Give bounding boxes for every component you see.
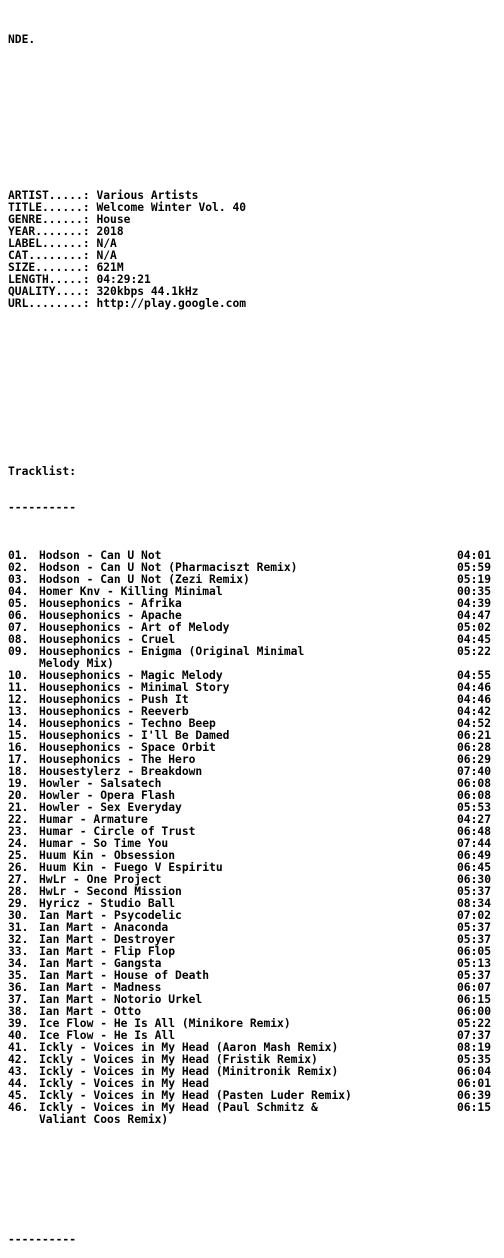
track-length: 04:52: [457, 717, 492, 730]
track-title: Housephonics - Space Orbit: [39, 742, 216, 754]
track-length: 05:22: [457, 645, 492, 658]
track-title: Hodson - Can U Not (Pharmaciszt Remix): [39, 562, 298, 574]
track-number: 23.: [8, 825, 29, 838]
release-info: [8, 190, 500, 310]
track-row: [8, 946, 500, 958]
track-length: 05:59: [457, 561, 492, 574]
track-number: 06.: [8, 609, 29, 622]
track-number: 04.: [8, 585, 29, 598]
track-number: 45.: [8, 1089, 29, 1102]
track-row: [8, 718, 500, 730]
track-number: 28.: [8, 885, 29, 898]
nfo-text: [8, 10, 500, 1258]
track-number: 16.: [8, 741, 29, 754]
track-length: 06:15: [457, 1101, 492, 1114]
track-title: Ian Mart - Notorio Urkel: [39, 994, 203, 1006]
track-number: 19.: [8, 777, 29, 790]
track-row: [8, 622, 500, 634]
track-number: 13.: [8, 705, 29, 718]
track-length: 06:00: [457, 1005, 492, 1018]
track-title: Housephonics - The Hero: [39, 754, 196, 766]
track-number: 03.: [8, 573, 29, 586]
track-length: 05:13: [457, 957, 492, 970]
info-key: QUALITY....:: [8, 285, 90, 298]
track-number: 39.: [8, 1017, 29, 1030]
track-number: 12.: [8, 693, 29, 706]
track-number: 30.: [8, 909, 29, 922]
track-row: [8, 826, 500, 838]
track-title: Ice Flow - He Is All: [39, 1030, 176, 1042]
track-length: 06:28: [457, 741, 492, 754]
track-length: 06:01: [457, 1077, 492, 1090]
track-row: [8, 754, 500, 766]
track-length: 06:39: [457, 1089, 492, 1102]
track-length: 06:29: [457, 753, 492, 766]
track-number: 31.: [8, 921, 29, 934]
info-value: Various Artists: [96, 189, 199, 202]
track-number: 15.: [8, 729, 29, 742]
track-length: 05:35: [457, 1053, 492, 1066]
track-row: [8, 838, 500, 850]
track-length: 04:27: [457, 813, 492, 826]
track-number: 18.: [8, 765, 29, 778]
info-key: TITLE......:: [8, 201, 90, 214]
track-row: [8, 814, 500, 826]
track-row: [8, 598, 500, 610]
track-number: 11.: [8, 681, 29, 694]
track-title: Ian Mart - Gangsta: [39, 958, 162, 970]
track-length: 08:19: [457, 1041, 492, 1054]
track-title: Housephonics - Enigma (Original Minimal: [39, 646, 305, 658]
info-value: 04:29:21: [96, 273, 151, 286]
track-row: [8, 886, 500, 898]
footer-rule: ----------: [8, 1233, 77, 1246]
track-row: [8, 550, 500, 562]
track-number: 44.: [8, 1077, 29, 1090]
track-number: 10.: [8, 669, 29, 682]
track-number: 26.: [8, 861, 29, 874]
track-length: 07:02: [457, 909, 492, 922]
track-title: Housephonics - Apache: [39, 610, 182, 622]
track-number: 38.: [8, 1005, 29, 1018]
track-title-continuation: Valiant Coos Remix): [39, 1113, 169, 1126]
track-title: Howler - Opera Flash: [39, 790, 176, 802]
track-row: [8, 910, 500, 922]
track-number: 07.: [8, 621, 29, 634]
track-title: Huum Kin - Fuego V Espiritu: [39, 862, 223, 874]
track-number: 32.: [8, 933, 29, 946]
track-title: Ickly - Voices in My Head (Fristik Remix): [39, 1054, 318, 1066]
track-number: 36.: [8, 981, 29, 994]
track-length: 06:49: [457, 849, 492, 862]
track-row: [8, 682, 500, 694]
track-title: Housephonics - Afrika: [39, 598, 182, 610]
track-number: 40.: [8, 1029, 29, 1042]
info-value: N/A: [96, 249, 117, 262]
track-title: Hyricz - Studio Ball: [39, 898, 176, 910]
track-title: Ickly - Voices in My Head (Minitronik Remix): [39, 1066, 339, 1078]
track-row: [8, 994, 500, 1006]
track-number: 08.: [8, 633, 29, 646]
track-title: Housephonics - I'll Be Damed: [39, 730, 230, 742]
track-length: 04:55: [457, 669, 492, 682]
track-length: 05:37: [457, 933, 492, 946]
track-row: [8, 922, 500, 934]
track-length: 06:08: [457, 789, 492, 802]
track-row: [8, 706, 500, 718]
track-number: 46.: [8, 1101, 29, 1114]
track-row: [8, 1006, 500, 1018]
track-row: [8, 970, 500, 982]
track-length: 06:15: [457, 993, 492, 1006]
track-number: 27.: [8, 873, 29, 886]
info-value: 621M: [96, 261, 124, 274]
track-row: [8, 1078, 500, 1090]
track-length: 04:47: [457, 609, 492, 622]
track-length: 04:39: [457, 597, 492, 610]
track-title: Hodson - Can U Not: [39, 550, 162, 562]
track-number: 09.: [8, 645, 29, 658]
track-length: 06:05: [457, 945, 492, 958]
track-length: 05:19: [457, 573, 492, 586]
track-length: 05:37: [457, 885, 492, 898]
track-title: Humar - Armature: [39, 814, 148, 826]
info-value: Welcome Winter Vol. 40: [96, 201, 247, 214]
track-title: Huum Kin - Obsession: [39, 850, 176, 862]
track-row: [8, 1018, 500, 1030]
info-key: ARTIST.....:: [8, 189, 90, 202]
track-title: Ian Mart - Madness: [39, 982, 162, 994]
track-title: Ian Mart - House of Death: [39, 970, 210, 982]
track-row: [8, 634, 500, 646]
track-row: [8, 850, 500, 862]
track-title: Housestylerz - Breakdown: [39, 766, 203, 778]
track-length: 06:04: [457, 1065, 492, 1078]
info-value: 2018: [96, 225, 124, 238]
track-row: [8, 730, 500, 742]
track-row: [8, 958, 500, 970]
track-row: [8, 874, 500, 886]
track-number: 22.: [8, 813, 29, 826]
info-row: [8, 298, 500, 310]
track-row: [8, 610, 500, 622]
track-number: 17.: [8, 753, 29, 766]
track-row: [8, 562, 500, 574]
track-number: 25.: [8, 849, 29, 862]
track-length: 06:07: [457, 981, 492, 994]
track-row: [8, 586, 500, 598]
track-row: [8, 790, 500, 802]
track-length: 06:48: [457, 825, 492, 838]
info-key: CAT........:: [8, 249, 90, 262]
info-key: SIZE.......:: [8, 261, 90, 274]
track-row: [8, 934, 500, 946]
track-title: Howler - Salsatech: [39, 778, 162, 790]
track-length: 04:46: [457, 681, 492, 694]
track-title: Ice Flow - He Is All (Minikore Remix): [39, 1018, 291, 1030]
info-value: http://play.google.com: [96, 297, 247, 310]
track-row: [8, 898, 500, 910]
info-key: URL........:: [8, 297, 90, 310]
tracklist: [8, 550, 500, 1126]
track-title: Housephonics - Cruel: [39, 634, 176, 646]
info-key: YEAR.......:: [8, 225, 90, 238]
track-number: 02.: [8, 561, 29, 574]
track-length: 05:22: [457, 1017, 492, 1030]
track-number: 43.: [8, 1065, 29, 1078]
info-key: GENRE......:: [8, 213, 90, 226]
track-row: [8, 778, 500, 790]
track-title: Housephonics - Techno Beep: [39, 718, 216, 730]
header-text: NDE.: [8, 33, 36, 46]
track-title: HwLr - Second Mission: [39, 886, 182, 898]
track-row: [8, 1102, 500, 1114]
track-number: 37.: [8, 993, 29, 1006]
track-number: 01.: [8, 549, 29, 562]
track-length: 07:44: [457, 837, 492, 850]
track-title: Housephonics - Art of Melody: [39, 622, 230, 634]
track-title: Housephonics - Push It: [39, 694, 189, 706]
track-title: Howler - Sex Everyday: [39, 802, 182, 814]
track-number: 20.: [8, 789, 29, 802]
track-length: 04:45: [457, 633, 492, 646]
track-title: Ickly - Voices in My Head (Pasten Luder Remix): [39, 1090, 352, 1102]
track-row: [8, 766, 500, 778]
track-title: Ickly - Voices in My Head: [39, 1078, 210, 1090]
track-title: Ian Mart - Otto: [39, 1006, 142, 1018]
info-value: House: [96, 213, 131, 226]
track-length: 05:37: [457, 969, 492, 982]
track-length: 06:21: [457, 729, 492, 742]
track-title: Ickly - Voices in My Head (Paul Schmitz &: [39, 1102, 318, 1114]
track-title: Housephonics - Reeverb: [39, 706, 189, 718]
info-value: N/A: [96, 237, 117, 250]
track-row: [8, 742, 500, 754]
track-length: 00:35: [457, 585, 492, 598]
track-title: Ian Mart - Psycodelic: [39, 910, 182, 922]
track-title: Homer Knv - Killing Minimal: [39, 586, 223, 598]
track-number: 29.: [8, 897, 29, 910]
track-title: Housephonics - Minimal Story: [39, 682, 230, 694]
track-number: 41.: [8, 1041, 29, 1054]
track-number: 21.: [8, 801, 29, 814]
track-title-continuation: Melody Mix): [39, 657, 114, 670]
track-row: [8, 1030, 500, 1042]
tracklist-underline: ----------: [8, 501, 77, 514]
track-length: 07:40: [457, 765, 492, 778]
track-row: [8, 574, 500, 586]
info-key: LENGTH.....:: [8, 273, 90, 286]
track-row: [8, 982, 500, 994]
track-length: 05:02: [457, 621, 492, 634]
track-title: Humar - So Time You: [39, 838, 169, 850]
track-row: [8, 1090, 500, 1102]
track-row: [8, 802, 500, 814]
track-title: Ian Mart - Flip Flop: [39, 946, 176, 958]
track-title: Ian Mart - Anaconda: [39, 922, 169, 934]
track-row: [8, 694, 500, 706]
track-number: 14.: [8, 717, 29, 730]
track-row: [8, 1042, 500, 1054]
track-length: 04:01: [457, 549, 492, 562]
tracklist-heading: Tracklist:: [8, 465, 77, 478]
track-title: Hodson - Can U Not (Zezi Remix): [39, 574, 250, 586]
track-length: 08:34: [457, 897, 492, 910]
info-value: 320kbps 44.1kHz: [96, 285, 199, 298]
track-number: 05.: [8, 597, 29, 610]
track-length: 06:30: [457, 873, 492, 886]
track-title: Humar - Circle of Trust: [39, 826, 196, 838]
track-row: [8, 670, 500, 682]
track-title: Ian Mart - Destroyer: [39, 934, 176, 946]
track-title: Ickly - Voices in My Head (Aaron Mash Remix): [39, 1042, 339, 1054]
track-length: 06:08: [457, 777, 492, 790]
track-length: 06:45: [457, 861, 492, 874]
track-length: 04:42: [457, 705, 492, 718]
track-number: 42.: [8, 1053, 29, 1066]
track-number: 35.: [8, 969, 29, 982]
track-title: Housephonics - Magic Melody: [39, 670, 223, 682]
track-number: 33.: [8, 945, 29, 958]
track-number: 34.: [8, 957, 29, 970]
track-row: [8, 1066, 500, 1078]
track-length: 05:37: [457, 921, 492, 934]
track-length: 05:53: [457, 801, 492, 814]
track-length: 04:46: [457, 693, 492, 706]
track-number: 24.: [8, 837, 29, 850]
track-length: 07:37: [457, 1029, 492, 1042]
info-key: LABEL......:: [8, 237, 90, 250]
track-row: [8, 1054, 500, 1066]
track-title: HwLr - One Project: [39, 874, 162, 886]
